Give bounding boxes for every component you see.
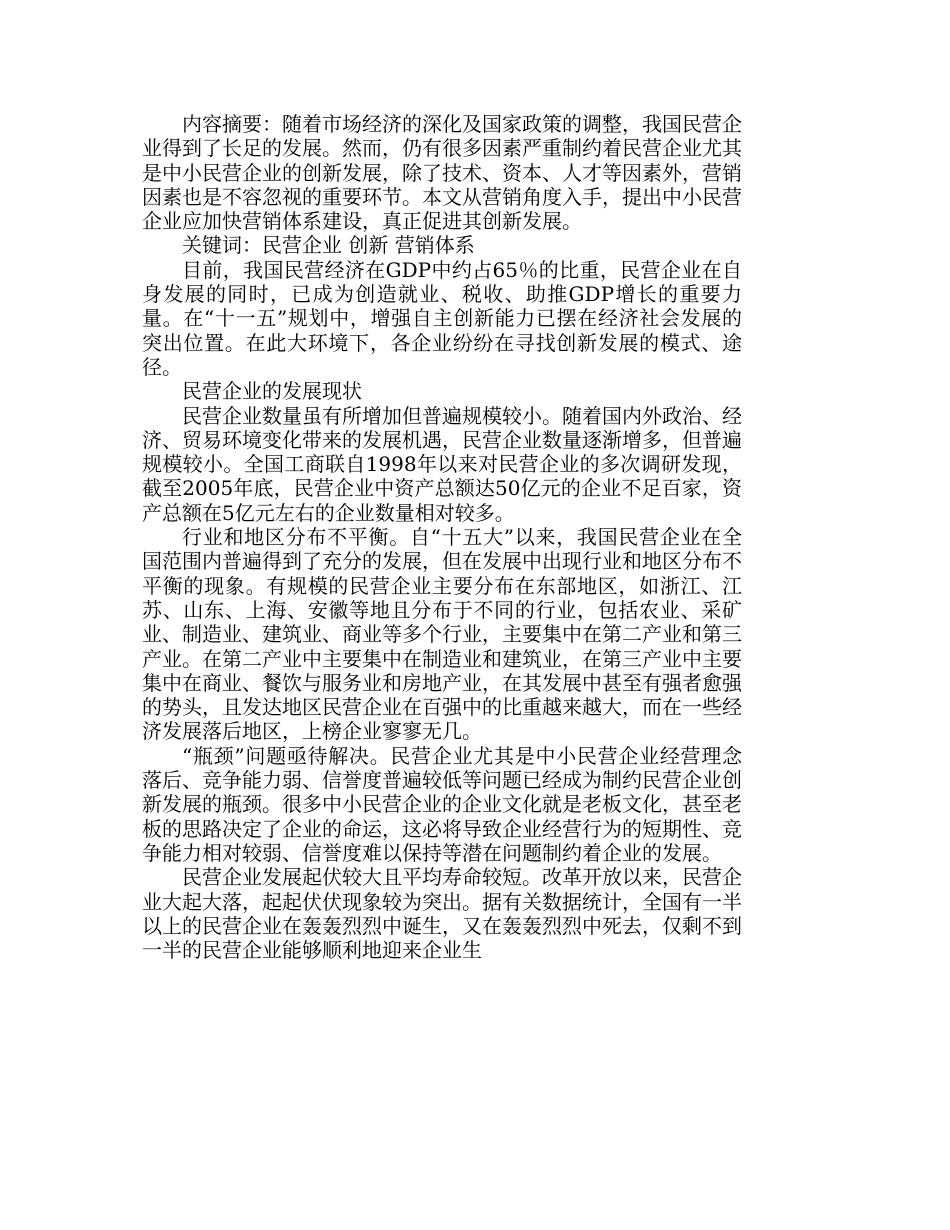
document-page (142, 112, 742, 962)
body-paragraph: 行业和地区分布不平衡。自“十五大”以来，我国民营企业在全国范围内普遍得到了充分的发展，但在发展中出现行业和地区分布不平衡的现象。有规模的民营企业主要分布在东部地区，如浙江、江苏、山东、上海、安徽等地且分布于不同的行业，包括农业、采矿业、制造业、建筑业、商业等多个行业，主要集中在第二产业和第三产业。在第二产业中主要集中在制造业和建筑业，在第三产业中主要集中在商业、餐饮与服务业和房地产业，在其发展中甚至有强者愈强的势头，且发达地区民营企业在百强中的比重越来越大，而在一些经济发展落后地区，上榜企业寥寥无几。 (142, 525, 742, 744)
keywords-paragraph: 关键词：民营企业 创新 营销体系 (182, 233, 475, 258)
body-paragraph: 民营企业发展起伏较大且平均寿命较短。改革开放以来，民营企业大起大落，起起伏伏现象较为突出。据有关数据统计，全国有一半以上的民营企业在轰轰烈烈中诞生，又在轰轰烈烈中死去，仅剩不到一半的民营企业能够顺利地迎来企业生 (142, 865, 742, 963)
abstract-paragraph: 内容摘要：随着市场经济的深化及国家政策的调整，我国民营企业得到了长足的发展。然而，仍有很多因素严重制约着民营企业尤其是中小民营企业的创新发展，除了技术、资本、人才等因素外，营销因素也是不容忽视的重要环节。本文从营销角度入手，提出中小民营企业应加快营销体系建设，真正促进其创新发展。 (142, 112, 742, 234)
body-paragraph: “瓶颈”问题亟待解决。民营企业尤其是中小民营企业经营理念落后、竞争能力弱、信誉度普遍较低等问题已经成为制约民营企业创新发展的瓶颈。很多中小民营企业的企业文化就是老板文化，甚至老板的思路决定了企业的命运，这必将导致企业经营行为的短期性、竞争能力相对较弱、信誉度难以保持等潜在问题制约着企业的发展。 (142, 743, 742, 865)
section-heading: 民营企业的发展现状 (182, 379, 362, 404)
body-paragraph: 民营企业数量虽有所增加但普遍规模较小。随着国内外政治、经济、贸易环境变化带来的发展机遇，民营企业数量逐渐增多，但普遍规模较小。全国工商联自1998年以来对民营企业的多次调研发现，截至2005年底，民营企业中资产总额达50亿元的企业不足百家，资产总额在5亿元左右的企业数量相对较多。 (142, 403, 742, 525)
intro-paragraph: 目前，我国民营经济在GDP中约占65％的比重，民营企业在自身发展的同时，已成为创造就业、税收、助推GDP增长的重要力量。在“十一五”规划中，增强自主创新能力已摆在经济社会发展的突出位置。在此大环境下，各企业纷纷在寻找创新发展的模式、途径。 (142, 257, 742, 379)
